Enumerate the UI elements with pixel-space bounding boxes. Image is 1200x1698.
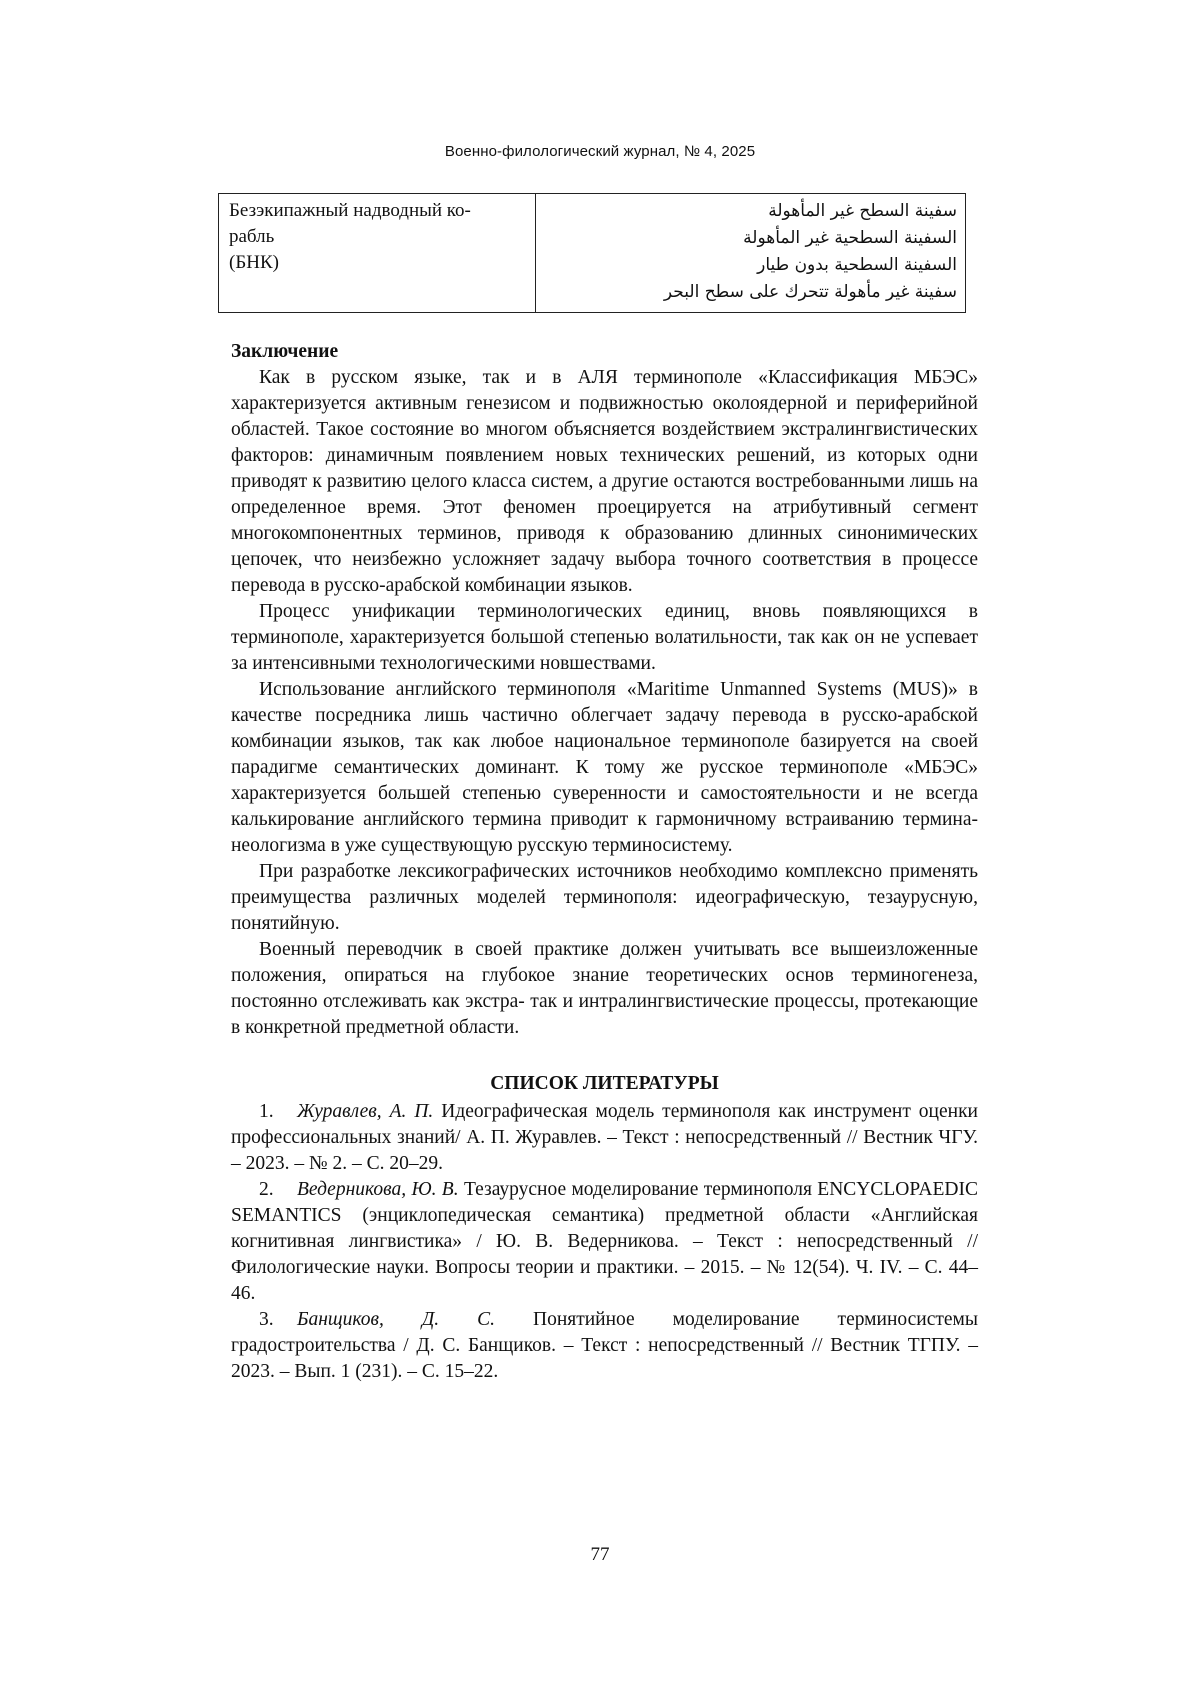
references-heading: СПИСОК ЛИТЕРАТУРЫ <box>490 1073 719 1094</box>
table-row <box>219 194 966 313</box>
conclusion-paragraph: Использование английского терминополя «Maritime Unmanned Systems (MUS)» в качестве посредника лишь частично облегчает задачу перевода в русско-арабской комбинации языков, так как любое национальное терминополе базируется на своей парадигме семантических доминант. К тому же русское терминополе «МБЭС» характеризуется большей степенью суверенности и самостоятельности и не всегда калькирование английского термина приводит к гармоничному встраиванию термина-неологизма в уже существующую русскую терминосистему. <box>231 679 978 856</box>
conclusion-paragraph: Военный переводчик в своей практике должен учитывать все вышеизложенные положения, опираться на глубокое знание теоретических основ терминогенеза, постоянно отслеживать как экстра- так и интралингвистические процессы, протекающие в конкретной предметной области. <box>231 939 978 1038</box>
arabic-terms-cell <box>536 194 966 313</box>
conclusion-paragraph: При разработке лексикографических источников необходимо комплексно применять преимущества различных моделей терминополя: идеографическую, тезаурусную, понятийную. <box>231 861 978 934</box>
reference-number: 3. <box>259 1309 274 1330</box>
arabic-term-line: سفينة السطح غير المأهولة <box>768 201 957 221</box>
reference-item <box>231 1099 978 1177</box>
conclusion-paragraph: Процесс унификации терминологических единиц, вновь появляющихся в терминополе, характеризуется большой степенью волатильности, так как он не успевает за интенсивными технологическими новшествами. <box>231 601 978 674</box>
reference-author: Журавлев, А. П. <box>297 1101 434 1122</box>
russian-term-cell <box>219 194 536 313</box>
reference-text: Идеографическая модель терминополя как инструмент оценки профессиональных знаний/ А. П. Журавлев. – Текст : непосредственный // Вестник ЧГУ. – 2023. – № 2. – С. 20–29. <box>231 1101 978 1174</box>
arabic-term-line: سفينة غير مأهولة تتحرك على سطح البحر <box>663 282 957 302</box>
reference-number: 2. <box>259 1179 274 1200</box>
arabic-term-line: السفينة السطحية بدون طيار <box>757 255 957 275</box>
russian-term-line: Безэкипажный надводный ко- <box>229 200 471 221</box>
reference-text: Тезаурусное моделирование терминополя ENCYCLOPAEDIC SEMANTICS (энциклопедическая семантика) предметной области «Английская когнитивная лингвистика» / Ю. В. Ведерникова. – Текст : непосредственный // Филологические науки. Вопросы теории и практики. – 2015. – № 12(54). Ч. IV. – С. 44–46. <box>231 1179 978 1304</box>
reference-text: Понятийное моделирование терминосистемы градостроительства / Д. С. Банщиков. – Текст : непосредственный // Вестник ТГПУ. – 2023. – Вып. 1 (231). – С. 15–22. <box>231 1309 978 1382</box>
reference-author: Банщиков, Д. С. <box>297 1309 495 1330</box>
russian-term-line: (БНК) <box>229 252 279 273</box>
reference-author: Ведерникова, Ю. В. <box>297 1179 459 1200</box>
reference-item <box>231 1177 978 1307</box>
page-number: 77 <box>590 1544 610 1565</box>
russian-term-line: рабль <box>229 226 275 247</box>
conclusion-paragraph: Как в русском языке, так и в АЛЯ терминополе «Классификация МБЭС» характеризуется активным генезисом и подвижностью околоядерной и периферийной областей. Такое состояние во многом объясняется воздействием экстралингвистических факторов: динамичным появлением новых технических решений, из которых одни приводят к развитию целого класса систем, а другие остаются востребованными лишь на определенное время. Этот феномен проецируется на атрибутивный сегмент многокомпонентных терминов, приводя к образованию длинных синонимических цепочек, что неизбежно усложняет задачу выбора точного соответствия в процессе перевода в русско-арабской комбинации языков. <box>231 367 978 596</box>
conclusion-title: Заключение <box>231 341 339 362</box>
arabic-term-line: السفينة السطحية غير المأهولة <box>743 228 957 248</box>
reference-item <box>231 1307 978 1385</box>
main-text <box>231 339 978 1385</box>
term-table <box>218 193 966 313</box>
reference-number: 1. <box>259 1101 274 1122</box>
journal-header: Военно-филологический журнал, № 4, 2025 <box>444 143 756 160</box>
